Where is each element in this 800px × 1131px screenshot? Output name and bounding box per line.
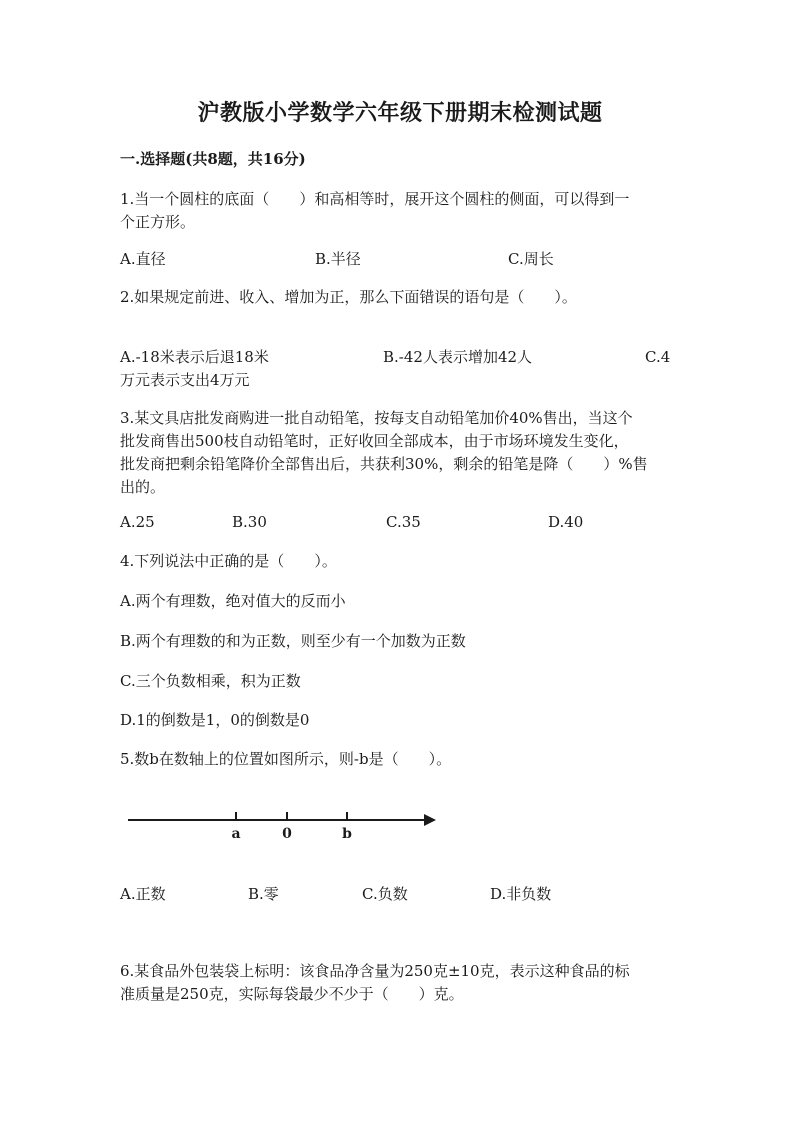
- option-d: D.40: [548, 513, 584, 531]
- question-text: 3.某文具店批发商购进一批自动铅笔，按每支自动铅笔加价40%售出，当这个: [120, 409, 633, 427]
- axis-label-a: a: [231, 826, 241, 842]
- question-text: 4.下列说法中正确的是（ ）。: [120, 552, 337, 570]
- option-c: C.35: [386, 513, 421, 531]
- option-b: B.两个有理数的和为正数，则至少有一个加数为正数: [120, 632, 466, 650]
- option-a: A.正数: [120, 885, 166, 903]
- option-c: C.负数: [362, 885, 408, 903]
- option-a: A.两个有理数，绝对值大的反而小: [120, 592, 346, 610]
- option-d: D.1的倒数是1，0的倒数是0: [120, 711, 310, 729]
- page-title: 沪教版小学数学六年级下册期末检测试题: [197, 100, 603, 126]
- arrow-right-icon: [424, 814, 436, 826]
- number-line-diagram: [120, 800, 450, 850]
- option-a: A.-18米表示后退18米: [120, 348, 269, 366]
- question-text: 批发商售出500枝自动铅笔时，正好收回全部成本，由于市场环境发生变化，: [120, 432, 629, 450]
- option-d: D.非负数: [490, 885, 552, 903]
- question-text: 批发商把剩余铅笔降价全部售出后，共获利30%，剩余的铅笔是降（ ）%售: [120, 455, 648, 473]
- option-c: C.4: [645, 348, 671, 366]
- option-a: A.25: [120, 513, 155, 531]
- option-b: B.30: [232, 513, 267, 531]
- option-b: B.零: [248, 885, 279, 903]
- question-text: 准质量是250克，实际每袋最少不少于（ ）克。: [120, 985, 464, 1003]
- question-text: 5.数b在数轴上的位置如图所示，则-b是（ ）。: [120, 750, 452, 768]
- axis-label-zero: 0: [282, 826, 292, 842]
- question-text: 6.某食品外包装袋上标明：该食品净含量为250克±10克，表示这种食品的标: [120, 962, 630, 980]
- option-b: B.半径: [315, 250, 361, 268]
- option-b: B.-42人表示增加42人: [383, 348, 533, 366]
- option-c: C.周长: [508, 250, 554, 268]
- question-text: 1.当一个圆柱的底面（ ）和高相等时，展开这个圆柱的侧面，可以得到一: [120, 190, 630, 208]
- question-text: 个正方形。: [120, 213, 196, 231]
- section-heading: 一.选择题(共8题，共16分): [120, 150, 306, 168]
- axis-label-b: b: [342, 826, 352, 842]
- option-c: C.三个负数相乘，积为正数: [120, 672, 301, 690]
- question-text: 2.如果规定前进、收入、增加为正，那么下面错误的语句是（ ）。: [120, 288, 577, 306]
- question-text: 出的。: [120, 478, 166, 496]
- option-c-continued: 万元表示支出4万元: [120, 371, 250, 389]
- option-a: A.直径: [120, 250, 166, 268]
